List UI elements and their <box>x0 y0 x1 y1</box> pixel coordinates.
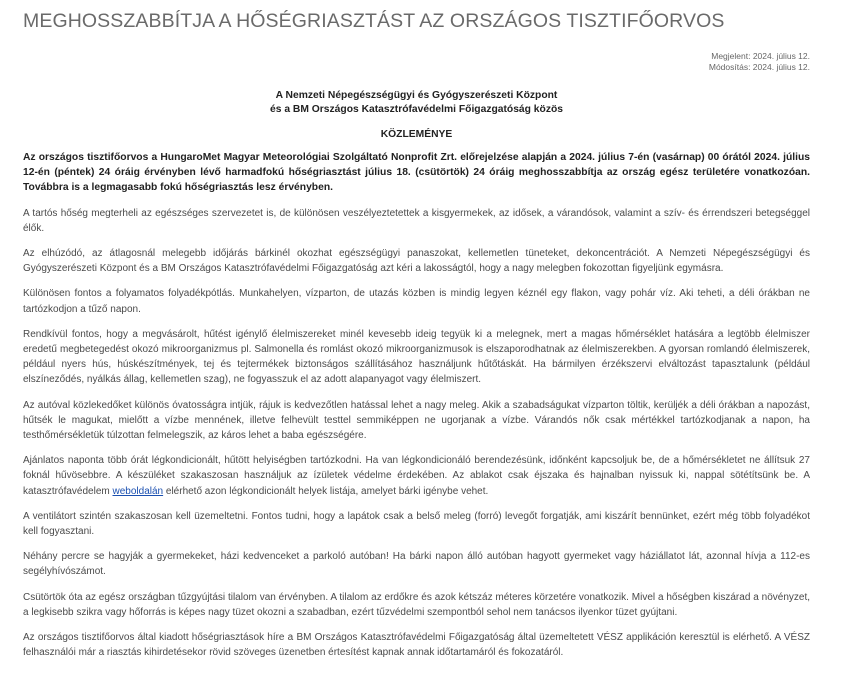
paragraph-5: Az autóval közlekedőket különös óvatosságra intjük, rájuk is kedvezőtlen hatással lehet a nagy meleg. Akik a szabadságukat vízparton töltik, kerüljék a déli órákban a napozást, hűtsék le magukat, mielőtt a vízbe mennének, illetve felhevült testtel semmiképpen ne ugorjanak a vízbe. Várandós nők csak mértékkel tartózkodjanak a napon, ha testhőmérsékletük túlzottan felmelegszik, az káros lehet a baba egészségére. <box>23 399 810 442</box>
date-meta <box>709 51 810 73</box>
paragraph-2: Az elhúzódó, az átlagosnál melegebb időjárás bárkinél okozhat egészségügyi panaszokat, kellemetlen tüneteket, dekoncentrációt. A Nemzeti Népegészségügyi és Gyógyszerészeti Központ és a BM Országos Katasztrófavédelmi Főigazgatóság azt kéri a lakosságtól, hogy a nagy melegben fokozottan figyeljünk egymásra. <box>23 248 810 275</box>
paragraph-4: Rendkívül fontos, hogy a megvásárolt, hűtést igénylő élelmiszereket minél kevesebb ideig tegyük ki a melegnek, mert a magas hőmérséklet hatására a legtöbb élelmiszer eredetű megbetegedést okozó mikroorganizmus pl. Salmonella és romlást okozó mikroorganizmusok is elszaporodhatnak az élelmiszerekben. A gyorsan romlandó élelmiszerek, például nyers hús, húskészítmények, tej és tejtermékek biztonságos szállításához használjunk hűtőtáskát. Ha bármilyen érzékszervi elváltozást tapasztalunk (például elszíneződés, nyálkás állag, kellemetlen szag), ne fogyasszuk el az adott alapanyagot vagy élelmiszert. <box>23 328 810 386</box>
paragraph-3: Különösen fontos a folyamatos folyadékpótlás. Munkahelyen, vízparton, de utazás közben is mindig legyen kéznél egy flakon, vagy pohár víz. Aki teheti, a déli órákban ne tartózkodjon a tűző napon. <box>23 288 810 315</box>
weboldal-link[interactable]: weboldalán <box>112 485 164 497</box>
article-body <box>23 89 810 670</box>
paragraph-6-text-b: elérhető azon légkondicionált helyek listája, amelyet bárki igénybe vehet. <box>163 485 489 497</box>
paragraph-6-text-a: Ajánlatos naponta több órát légkondicionált, hűtött helyiségben tartózkodni. Ha van légkondicionáló berendezésünk, időnként kapcsoljuk be, de a hőmérsékletet ne állítsuk 27 foknál hűvösebbre. A készüléket szakaszosan használjuk az ízületek védelme érdekében. Az ablakot csak éjszaka és hajnalban nyissuk ki, nappal sötétítsünk be. A katasztrófavédelem <box>23 455 810 497</box>
issuer-line-2: és a BM Országos Katasztrófavédelmi Főigazgatóság közös <box>270 104 563 115</box>
paragraph-9: Csütörtök óta az egész országban tűzgyújtási tilalom van érvényben. A tilalom az erdőkre és azok kétszáz méteres körzetére vonatkozik. Mivel a hőségben kiszárad a növényzet, a legkisebb szikra vagy hőforrás is képes nagy tüzet okozni a szabadban, ezért tűzvédelmi szempontból sehol nem tanácsos ilyenkor tüzet gyújtani. <box>23 591 810 618</box>
paragraph-10: Az országos tisztifőorvos által kiadott hőségriasztások híre a BM Országos Katasztrófavédelmi Főigazgatóság által üzemeltetett VÉSZ applikáción keresztül is elérhető. A VÉSZ felhasználói már a riasztás kihirdetésekor rövid szöveges üzenetben értesítést kapnak annak időtartamáról és fokozatáról. <box>23 632 810 659</box>
lead-paragraph: Az országos tisztifőorvos a HungaroMet Magyar Meteorológiai Szolgáltató Nonprofit Zrt. előrejelzése alapján a 2024. július 7-én (vasárnap) 00 órától 2024. július 12-én (péntek) 24 óráig érvényben lévő harmadfokú hőségriasztást július 18. (csütörtök) 24 óráig meghosszabbítja az ország egész területére vonatkozóan. Továbbra is a legmagasabb fokú hőségriasztás lesz érvényben. <box>23 152 810 194</box>
paragraph-7: A ventilátort szintén szakaszosan kell üzemeltetni. Fontos tudni, hogy a lapátok csak a belső meleg (forró) levegőt forgatják, ami kiszárít bennünket, ezért még több folyadékot kell fogyasztani. <box>23 510 810 538</box>
published-date: Megjelent: 2024. július 12. <box>711 51 810 61</box>
paragraph-8: Néhány percre se hagyják a gyermekeket, házi kedvenceket a parkoló autóban! Ha bárki napon álló autóban hagyott gyermeket vagy háziállatot lát, azonnal hívja a 112-es segélyhívószámot. <box>23 551 810 578</box>
paragraph-1: A tartós hőség megterheli az egészséges szervezetet is, de különösen veszélyeztetettek a kisgyermekek, az idősek, a várandósok, valamint a szív- és érrendszeri betegséggel élők. <box>23 207 810 234</box>
paragraph-6 <box>23 453 810 499</box>
document-type-heading: KÖZLEMÉNYE <box>380 129 453 140</box>
issuer-line-1: A Nemzeti Népegészségügyi és Gyógyszerészeti Központ <box>275 90 558 101</box>
page-title: MEGHOSSZABBÍTJA A HŐSÉGRIASZTÁST AZ ORSZÁGOS TISZTIFŐORVOS <box>23 10 725 32</box>
modified-date: Módosítás: 2024. július 12. <box>708 62 810 72</box>
